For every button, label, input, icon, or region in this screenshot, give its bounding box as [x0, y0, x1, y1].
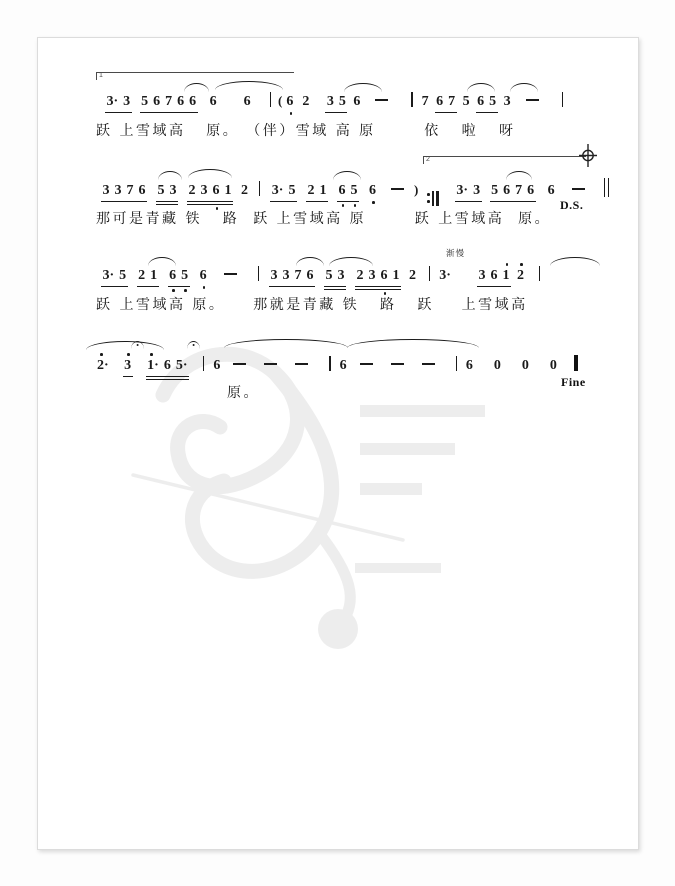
note-token: 6: [306, 268, 314, 283]
beam-group: [145, 354, 190, 376]
repeat-end-barline: [427, 191, 439, 206]
repeat-thick-bar: [436, 191, 439, 206]
note-token: 0: [521, 358, 529, 373]
slur-arc: [467, 83, 495, 92]
slur-arc: [506, 171, 532, 180]
beam-group: [324, 90, 348, 112]
note-token: 1: [150, 268, 158, 283]
note-token: 6: [163, 358, 171, 373]
note-token: 3: [473, 183, 481, 198]
beam-group: [100, 264, 129, 286]
beam-group: [104, 90, 133, 112]
fine-mark: Fine: [561, 375, 586, 389]
note-token: 5: [462, 94, 470, 109]
beam-group: [155, 179, 179, 201]
slur-arc: [344, 83, 382, 92]
beam-group: [434, 90, 458, 112]
barline: [329, 356, 330, 371]
barline: [270, 92, 271, 107]
notes-line: [97, 264, 546, 286]
note-token: 6: [169, 268, 177, 283]
note-token: 7: [165, 94, 173, 109]
note-token: 2: [307, 183, 315, 198]
note-token: 7: [421, 94, 429, 109]
note-token: 6: [547, 183, 555, 198]
note-token: 5·: [175, 358, 188, 373]
slur-arc: [188, 169, 232, 178]
dash-note: [422, 363, 435, 365]
note-token: 6: [212, 183, 220, 198]
note-token: 3: [270, 268, 278, 283]
barline: [411, 92, 412, 107]
note-token: 6: [465, 358, 473, 373]
note-token: 7: [515, 183, 523, 198]
note-token: 6: [153, 94, 161, 109]
dash-note: [391, 363, 404, 365]
note-token: 3: [326, 94, 334, 109]
slur-arc: [215, 81, 283, 90]
barline: [562, 92, 563, 107]
note-token: 3: [200, 183, 208, 198]
dash-note: [224, 273, 237, 275]
note-token: 1: [319, 183, 327, 198]
volta-bracket: [423, 156, 586, 164]
note-token: 5: [119, 268, 127, 283]
note-token: 5: [491, 183, 499, 198]
treble-clef-watermark: [88, 333, 508, 663]
dash-note: [572, 188, 585, 190]
repeat-thin-bar: [432, 191, 433, 206]
note-token: 3·: [102, 268, 115, 283]
barline: [429, 266, 430, 281]
dash-note: [375, 99, 388, 101]
beam-group: [122, 354, 134, 376]
dash-note: [526, 99, 539, 101]
note-token: 3: [368, 268, 376, 283]
note-token: 3: [124, 358, 132, 373]
dash-note: [295, 363, 308, 365]
note-token: 2: [302, 94, 310, 109]
lyrics-line: 那可是青藏 铁 路 跃 上雪域高 原 跃 上雪域高 原。: [96, 211, 552, 227]
note-token: 6: [339, 358, 347, 373]
final-barline: [574, 355, 578, 371]
slur-arc: [296, 257, 324, 266]
beam-group: [167, 264, 191, 286]
note-token: 2: [356, 268, 364, 283]
beam-group: [305, 179, 329, 201]
note-token: 2: [408, 268, 416, 283]
score-page: [37, 37, 639, 850]
note-token: 6: [353, 94, 361, 109]
notes-line: [97, 178, 614, 206]
note-token: 3·: [439, 268, 451, 283]
note-token: 6: [199, 268, 207, 283]
barline: [259, 181, 260, 196]
beam-group: [323, 264, 347, 286]
note-token: 6: [286, 94, 294, 109]
note-token: 6: [189, 94, 197, 109]
beam-group: [489, 179, 537, 201]
note-token: 5: [350, 183, 358, 198]
note-token: 6: [527, 183, 535, 198]
note-token: 2: [188, 183, 196, 198]
beam-group: [354, 264, 402, 286]
note-token: 3·: [456, 183, 469, 198]
coda-icon: [579, 144, 597, 171]
note-token: 3: [123, 94, 131, 109]
notes-line: [94, 354, 584, 376]
note-token: 1: [392, 268, 400, 283]
double-barline: [604, 178, 609, 197]
slur-arc: [148, 257, 176, 266]
slur-arc: [224, 339, 348, 348]
slur-arc: [158, 171, 182, 180]
repeat-dot: [427, 193, 430, 196]
repeat-dot: [427, 200, 430, 203]
note-token: 1·: [147, 358, 159, 373]
dash-note: [264, 363, 277, 365]
fermata-icon: [187, 341, 200, 349]
note-token: 6: [243, 94, 251, 109]
note-token: 7: [294, 268, 302, 283]
paren-text: (: [277, 93, 283, 108]
note-token: 6: [138, 183, 146, 198]
note-token: 6: [368, 183, 376, 198]
note-token: 6: [209, 94, 217, 109]
note-token: 3: [337, 268, 345, 283]
slur-arc: [510, 83, 538, 92]
note-token: 7: [126, 183, 134, 198]
note-token: 5: [141, 94, 149, 109]
slur-arc: [550, 257, 600, 266]
note-token: 5: [338, 94, 346, 109]
repeat-dots: [427, 193, 430, 202]
note-token: 1: [502, 268, 510, 283]
lyrics-line: 原。: [227, 385, 260, 401]
rit-mark: 渐慢: [446, 249, 466, 259]
note-token: 3: [503, 94, 511, 109]
lyrics-line: 跃 上雪域高 原。 那就是青藏 铁 路 跃 上雪域高: [96, 297, 528, 313]
note-token: 6: [380, 268, 388, 283]
note-token: 2: [516, 268, 524, 283]
note-token: 5: [288, 183, 296, 198]
note-token: 6: [436, 94, 444, 109]
note-token: 3: [114, 183, 122, 198]
note-token: 2: [241, 183, 248, 198]
note-token: 3: [282, 268, 290, 283]
beam-group: [269, 179, 298, 201]
slur-arc: [347, 339, 479, 348]
slur-arc: [86, 341, 164, 350]
note-token: 0: [549, 358, 557, 373]
volta-bracket: [96, 72, 294, 80]
beam-group: [454, 179, 483, 201]
beam-group: [186, 179, 234, 201]
note-token: 7: [448, 94, 456, 109]
slur-arc: [333, 171, 361, 180]
note-token: 6: [490, 268, 498, 283]
volta-number: 1: [99, 72, 103, 79]
ds-mark: D.S.: [560, 198, 584, 212]
note-token: 3·: [106, 94, 119, 109]
note-token: 6: [477, 94, 485, 109]
note-token: 5: [325, 268, 333, 283]
note-token: 5: [157, 183, 165, 198]
beam-group: [475, 90, 499, 112]
beam-group: [139, 90, 199, 112]
slur-arc: [184, 83, 209, 92]
beam-group: [136, 264, 160, 286]
dash-note: [360, 363, 373, 365]
note-token: 5: [489, 94, 497, 109]
note-token: 3: [169, 183, 177, 198]
note-token: 2: [138, 268, 146, 283]
note-token: 5: [181, 268, 189, 283]
note-token: 1: [224, 183, 232, 198]
note-token: 3: [478, 268, 486, 283]
barline: [258, 266, 259, 281]
beam-group: [268, 264, 316, 286]
volta-number: 2: [426, 156, 430, 163]
note-token: 6: [213, 358, 221, 373]
paren-text: ): [413, 182, 419, 197]
dash-note: [233, 363, 246, 365]
note-token: 3·: [271, 183, 284, 198]
dash-note: [391, 188, 404, 190]
slur-arc: [329, 257, 373, 266]
beam-group: [100, 179, 148, 201]
note-token: 0: [493, 358, 501, 373]
barline: [203, 356, 204, 371]
note-token: 3: [102, 183, 110, 198]
lyrics-line: 跃 上雪域高 原。 （伴）雪域 高 原 依 啦 呀: [96, 123, 516, 139]
note-token: 2·: [97, 358, 109, 373]
beam-group: [336, 179, 360, 201]
note-token: 6: [338, 183, 346, 198]
beam-group: [476, 264, 512, 286]
note-token: 6: [177, 94, 185, 109]
barline: [539, 266, 540, 281]
note-token: 6: [503, 183, 511, 198]
barline: [456, 356, 457, 371]
notes-line: [101, 90, 569, 112]
